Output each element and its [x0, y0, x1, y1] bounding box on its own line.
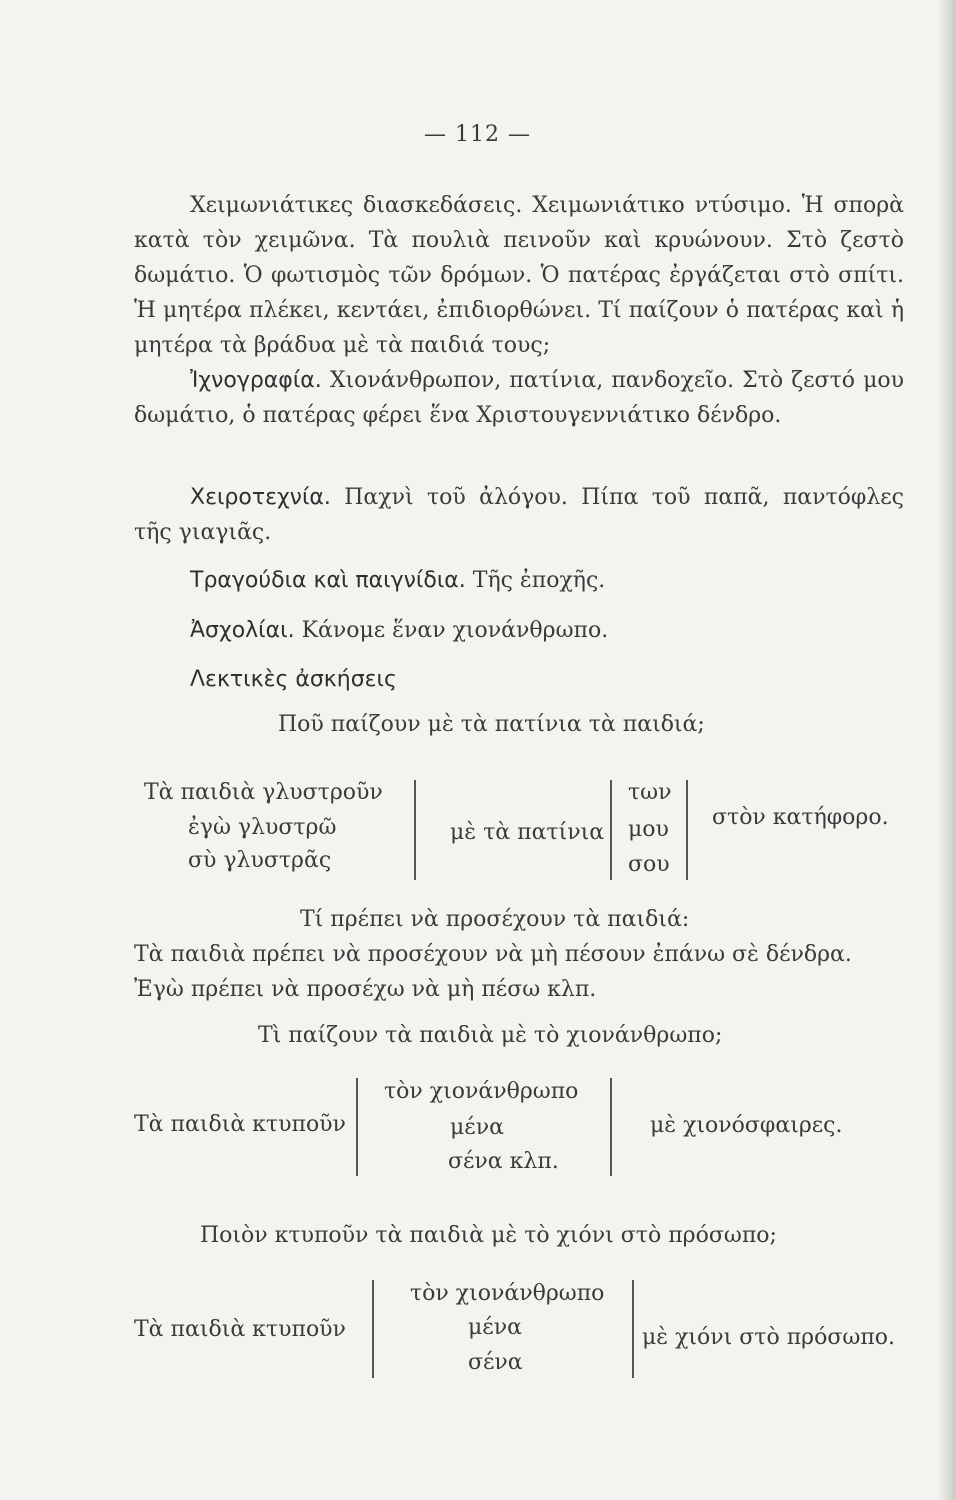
t4-brace-right — [632, 1280, 634, 1378]
t1-left-1: Τὰ παιδιὰ γλυστροῦν — [144, 780, 383, 805]
answer-2-1: Τὰ παιδιὰ πρέπει νὰ προσέχουν νὰ μὴ πέσουν ἐπάνω σὲ δένδρα. — [134, 942, 852, 967]
t3-middle-2: μένα — [450, 1115, 504, 1140]
paragraph-songs-text: Τῆς ἐποχῆς. — [472, 568, 606, 593]
t3-brace-right — [610, 1078, 612, 1176]
t1-pron-2: μου — [628, 817, 669, 842]
t1-brace-right — [686, 780, 688, 880]
t3-middle-1: τὸν χιονάνθρωπο — [384, 1079, 579, 1104]
answer-2-2: Ἐγὼ πρέπει νὰ προσέχω νὰ μὴ πέσω κλπ. — [134, 977, 597, 1002]
question-3: Τὶ παίζουν τὰ παιδιὰ μὲ τὸ χιονάνθρωπο; — [258, 1023, 723, 1048]
question-4: Ποιὸν κτυποῦν τὰ παιδιὰ μὲ τὸ χιόνι στὸ πρόσωπο; — [200, 1223, 777, 1248]
paragraph-drawing-text: Χιονάνθρωπον, πατίνια, πανδοχεῖο. Στὸ ζεστό μου δωμάτιο, ὁ πατέρας φέρει ἕνα Χριστουγεννιάτικο δένδρο. — [134, 368, 904, 428]
t1-left-2: ἐγὼ γλυστρῶ — [188, 815, 337, 840]
t3-brace-left — [356, 1078, 358, 1176]
t3-middle-3: σένα κλπ. — [448, 1149, 559, 1174]
t4-middle-1: τὸν χιονάνθρωπο — [410, 1281, 605, 1306]
paragraph-songs — [134, 563, 904, 598]
t3-right: μὲ χιονόσφαιρες. — [650, 1113, 843, 1138]
t4-right: μὲ χιόνι στὸ πρόσωπο. — [642, 1325, 896, 1350]
t4-middle-3: σένα — [468, 1350, 523, 1375]
heading-activities: Ἀσχολίαι. — [190, 618, 295, 643]
heading-songs: Τραγούδια καὶ παιγνίδια. — [190, 568, 466, 593]
heading-exercises: Λεκτικὲς ἀσκήσεις — [190, 667, 397, 692]
t1-brace-mid — [610, 780, 612, 880]
t1-left-3: σὺ γλυστρᾶς — [188, 848, 332, 873]
t1-pron-3: σου — [628, 852, 670, 877]
t3-left: Τὰ παιδιὰ κτυποῦν — [134, 1112, 346, 1137]
heading-drawing: Ἰχνογραφία. — [190, 368, 322, 393]
paragraph-handicraft-text: Παχνὶ τοῦ ἀλόγου. Πίπα τοῦ παπᾶ, παντόφλες τῆς γιαγιᾶς. — [134, 485, 904, 545]
paragraph-activities — [134, 613, 904, 648]
page-number: — 112 — — [424, 122, 531, 147]
heading-handicraft: Χειροτεχνία. — [190, 485, 331, 510]
paragraph-drawing — [134, 363, 904, 433]
t1-right: στὸν κατήφορο. — [712, 805, 889, 830]
paragraph-exercises — [134, 662, 904, 697]
paragraph-winter-text: Χειμωνιάτικες διασκεδάσεις. Χειμωνιάτικο ντύσιμο. Ἡ σπορὰ κατὰ τὸν χειμῶνα. Τὰ πουλιὰ πεινοῦν καὶ κρυώνουν. Στὸ ζεστὸ δωμάτιο. Ὁ φωτισμὸς τῶν δρόμων. Ὁ πατέρας ἐργάζεται στὸ σπίτι. Ἡ μητέρα πλέκει, κεντάει, ἐπιδιορθώνει. Τί παίζουν ὁ πατέρας καὶ ἡ μητέρα τὰ βράδυα μὲ τὰ παιδιά τους; — [134, 193, 904, 358]
paragraph-activities-text: Κάνομε ἕναν χιονάνθρωπο. — [301, 618, 609, 643]
t4-left: Τὰ παιδιὰ κτυποῦν — [134, 1317, 346, 1342]
question-1: Ποῦ παίζουν μὲ τὰ πατίνια τὰ παιδιά; — [278, 712, 705, 737]
t1-middle: μὲ τὰ πατίνια — [450, 820, 605, 845]
question-2: Τί πρέπει νὰ προσέχουν τὰ παιδιά: — [300, 907, 690, 932]
paragraph-winter — [134, 188, 904, 363]
page-edge — [937, 0, 955, 1500]
t4-brace-left — [372, 1280, 374, 1378]
t1-pron-1: των — [628, 780, 672, 805]
t4-middle-2: μένα — [468, 1315, 522, 1340]
paragraph-handicraft — [134, 480, 904, 550]
t1-brace-left — [414, 780, 416, 880]
